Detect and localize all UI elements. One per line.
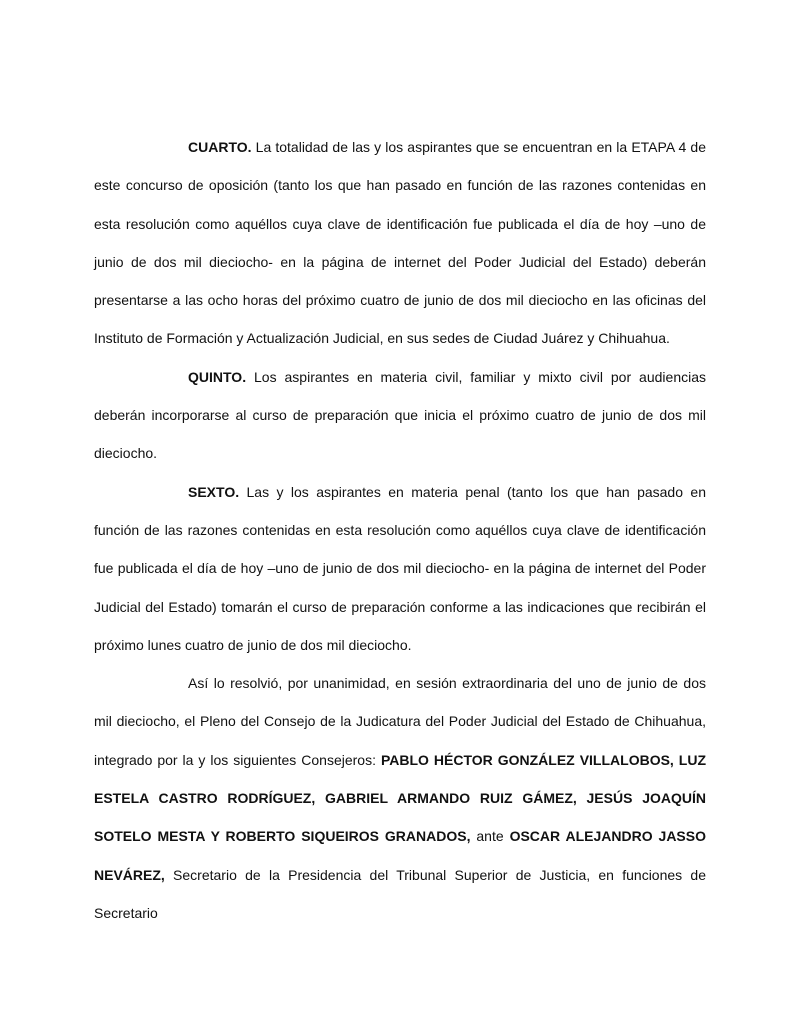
secretary-role: Secretario de la Presidencia del Tribunal Superior de Justicia, en funciones de Secretario (94, 866, 706, 921)
paragraph-text: Las y los aspirantes en materia penal (tanto los que han pasado en función de las razones contenidas en esta resolución como aquéllos cuya clave de identificación fue publicada el día de hoy –uno de junio de dos mil dieciocho- en la página de internet del Poder Judicial del Estado) tomarán el curso de preparación conforme a las indicaciones que recibirán el próximo lunes cuatro de junio de dos mil dieciocho. (94, 483, 706, 653)
councilors-names: PABLO HÉCTOR GONZÁLEZ VILLALOBOS, LUZ ESTELA CASTRO RODRÍGUEZ, GABRIEL ARMANDO RUIZ GÁMEZ, JESÚS JOAQUÍN SOTELO MESTA Y ROBERTO SIQUEIROS GRANADOS, (94, 751, 706, 845)
closing-intro: Así lo resolvió, por unanimidad, en sesión extraordinaria del uno de junio de dos mil dieciocho, el Pleno del Consejo de la Judicatura del Poder Judicial del Estado de Chihuahua, integrado por la y los siguientes Consejeros: (94, 675, 706, 768)
paragraph-lead: CUARTO. (188, 139, 252, 155)
paragraph-text: La totalidad de las y los aspirantes que se encuentran en la ETAPA 4 de este concurso de oposición (tanto los que han pasado en función de las razones contenidas en esta resolución como aquéllos cuya clave de identificación fue publicada el día de hoy –uno de junio de dos mil dieciocho- en la página de internet del Poder Judicial del Estado) deberán presentarse a las ocho horas del próximo cuatro de junio de dos mil dieciocho en las oficinas del Instituto de Formación y Actualización Judicial, en sus sedes de Ciudad Juárez y Chihuahua. (94, 139, 706, 347)
paragraph-lead: QUINTO. (188, 368, 247, 385)
paragraph-sexto (94, 473, 706, 664)
paragraph-closing (94, 664, 706, 932)
paragraph-quinto (94, 358, 706, 473)
document-body (94, 128, 706, 932)
paragraph-text: Los aspirantes en materia civil, familiar y mixto civil por audiencias deberán incorporarse al curso de preparación que inicia el próximo cuatro de junio de dos mil dieciocho. (94, 368, 706, 462)
paragraph-cuarto (94, 128, 706, 358)
paragraph-lead: SEXTO. (188, 483, 240, 500)
secretary-name: OSCAR ALEJANDRO JASSO NEVÁREZ, (94, 828, 706, 883)
closing-ante: ante (470, 828, 510, 845)
